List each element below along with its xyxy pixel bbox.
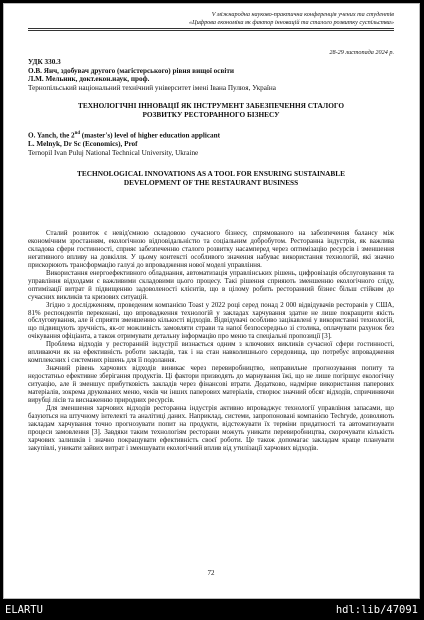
page-number: 72 xyxy=(207,569,215,577)
paragraph: Значний рівень харчових відходів виникає через перевиробництво, неправильне прогнозування попиту та недостатньо ефективне зберігання продуктів. Ці фактори призводять до марнування їжі, що не лише погіршує екологічну ситуацію, але й зменшує прибутковість закладів через фінансові втрати. Додатково, надмірне використання паперових матеріалів, зокрема друкованих меню, чеків чи інших паперових матеріалів, створює значний обсяг відходів, спричиняючи вирубці лісів та виснаженню природних ресурсів. xyxy=(28,365,394,405)
title-en xyxy=(28,170,394,187)
article-body xyxy=(28,230,394,453)
title-en-line-2: DEVELOPMENT OF THE RESTAURANT BUSINESS xyxy=(123,177,299,187)
title-ua-line-2: РОЗВИТКУ РЕСТОРАННОГО БІЗНЕСУ xyxy=(142,109,280,119)
conference-subtitle: «Цифрова економіка як фактор інновацій та сталого розвитку суспільства» xyxy=(189,19,394,26)
header-rule-2 xyxy=(28,30,394,31)
viewer-footer xyxy=(0,599,424,620)
title-ua xyxy=(28,102,394,119)
author-en-1: O. Yanch, the 2nd (master's) level of higher education applicant xyxy=(28,131,221,140)
repository-label: ELARTU xyxy=(5,604,43,616)
author-ua-2: Л.М. Мельник, докт.екон.наук, проф. xyxy=(28,75,150,84)
conference-date: 28-29 листопада 2024 р. xyxy=(329,49,394,56)
title-en-line-1: TECHNOLOGICAL INNOVATIONS AS A TOOL FOR ENSURING SUSTAINABLE xyxy=(77,169,345,178)
affiliation-ua: Тернопільський національний технічний університет імені Івана Пулюя, Україна xyxy=(28,83,276,92)
handle-label: hdl:lib/47091 xyxy=(335,604,418,616)
author-en-2: L. Melnyk, Dr Sc (Economics), Prof xyxy=(28,139,138,148)
paragraph: Для зменшення харчових відходів ресторанна індустрія активно впроваджує технології управління запасами, що базуються на штучному інтелекті та аналітиці даних. Наприклад, системи, запропоновані компанією Techrydе, дозволяють закладам харчування точно прогнозувати попит на продукти, відстежувати їх терміни придатності та автоматизувати процеси замовлення [3]. Завдяки таким технологіям ресторани можуть уникати перевиробництва, скорочувати кількість харчових залишків і значно покращувати ефективність своєї роботи. Це також допомагає закладам краще планувати закупівлі, уникати зайвих витрат і зменшувати екологічний вплив від утилізації харчових відходів. xyxy=(28,404,394,452)
udc-code: УДК 330.3 xyxy=(28,58,61,66)
conference-header: V міжнародна науково-практична конференція учених та студентів xyxy=(211,11,394,18)
title-ua-line-1: ТЕХНОЛОГІЧНІ ІННОВАЦІЇ ЯК ІНСТРУМЕНТ ЗАБЕЗПЕЧЕННЯ СТАЛОГО xyxy=(77,101,345,110)
paragraph: Проблема відходів у ресторанній індустрії визнається одним з ключових викликів сучасної сфери гостинності, впливаючи як на ефективність роботи закладів, так і на стан навколишнього середовища, що потребує впровадження комплексних і системних рішень для її подолання. xyxy=(28,341,394,365)
affiliation-en: Ternopil Ivan Puluj National Technical University, Ukraine xyxy=(28,148,199,157)
authors-en-block xyxy=(28,130,394,157)
udc-block xyxy=(28,58,394,92)
document-page xyxy=(3,3,420,599)
header-rule xyxy=(28,28,394,29)
paragraph: Згідно з дослідженням, проведеним компанією Toast у 2022 році серед понад 2 000 відвідувачів ресторанів у США, 81% респондентів переконані, що впровадження технологій у закладах харчування здатне не лише покращити якість обслуговування, але й сприяти зменшенню кількості відходів. Відвідувачі особливо зацікавлені у використанні технологій, що підвищують зручність, як-от можливість замовляти страви та напої безпосередньо зі столика, оплачувати рахунок без очікування офіціанта, а також отримувати детальну інформацію про меню та спеціальні пропозиції [3]. xyxy=(28,301,394,341)
paragraph: Сталий розвиток є невід'ємною складовою сучасного бізнесу, спрямованого на забезпечення балансу між економічним зростанням, екологічною відповідальністю та соціальним добробутом. Ресторанна індустрія, як важлива складова сфери гостинності, сприяє забезпеченню сталого розвитку насамперед через оптимізацію ресурсів і зменшення негативного впливу на довкілля. У цьому контексті особливого значення набуває використання технологій, які значно прискорюють трансформацію галузі до впровадження нової моделі управління. xyxy=(28,230,394,269)
paragraph: Використання енергоефективного обладнання, автоматизація управлінських рішень, цифровізація обслуговування та управління відходами є важливими складовими цього процесу. Такі рішення сприяють зменшенню екологічного сліду, оптимізації витрат й підвищенню задоволеності клієнтів, що в цілому робить ресторанний бізнес більш стійким до сучасних викликів та кризових ситуацій. xyxy=(28,269,394,301)
author-ua-1: О.В. Янч, здобувач другого (магістерського) рівня вищої освіти xyxy=(28,66,234,75)
